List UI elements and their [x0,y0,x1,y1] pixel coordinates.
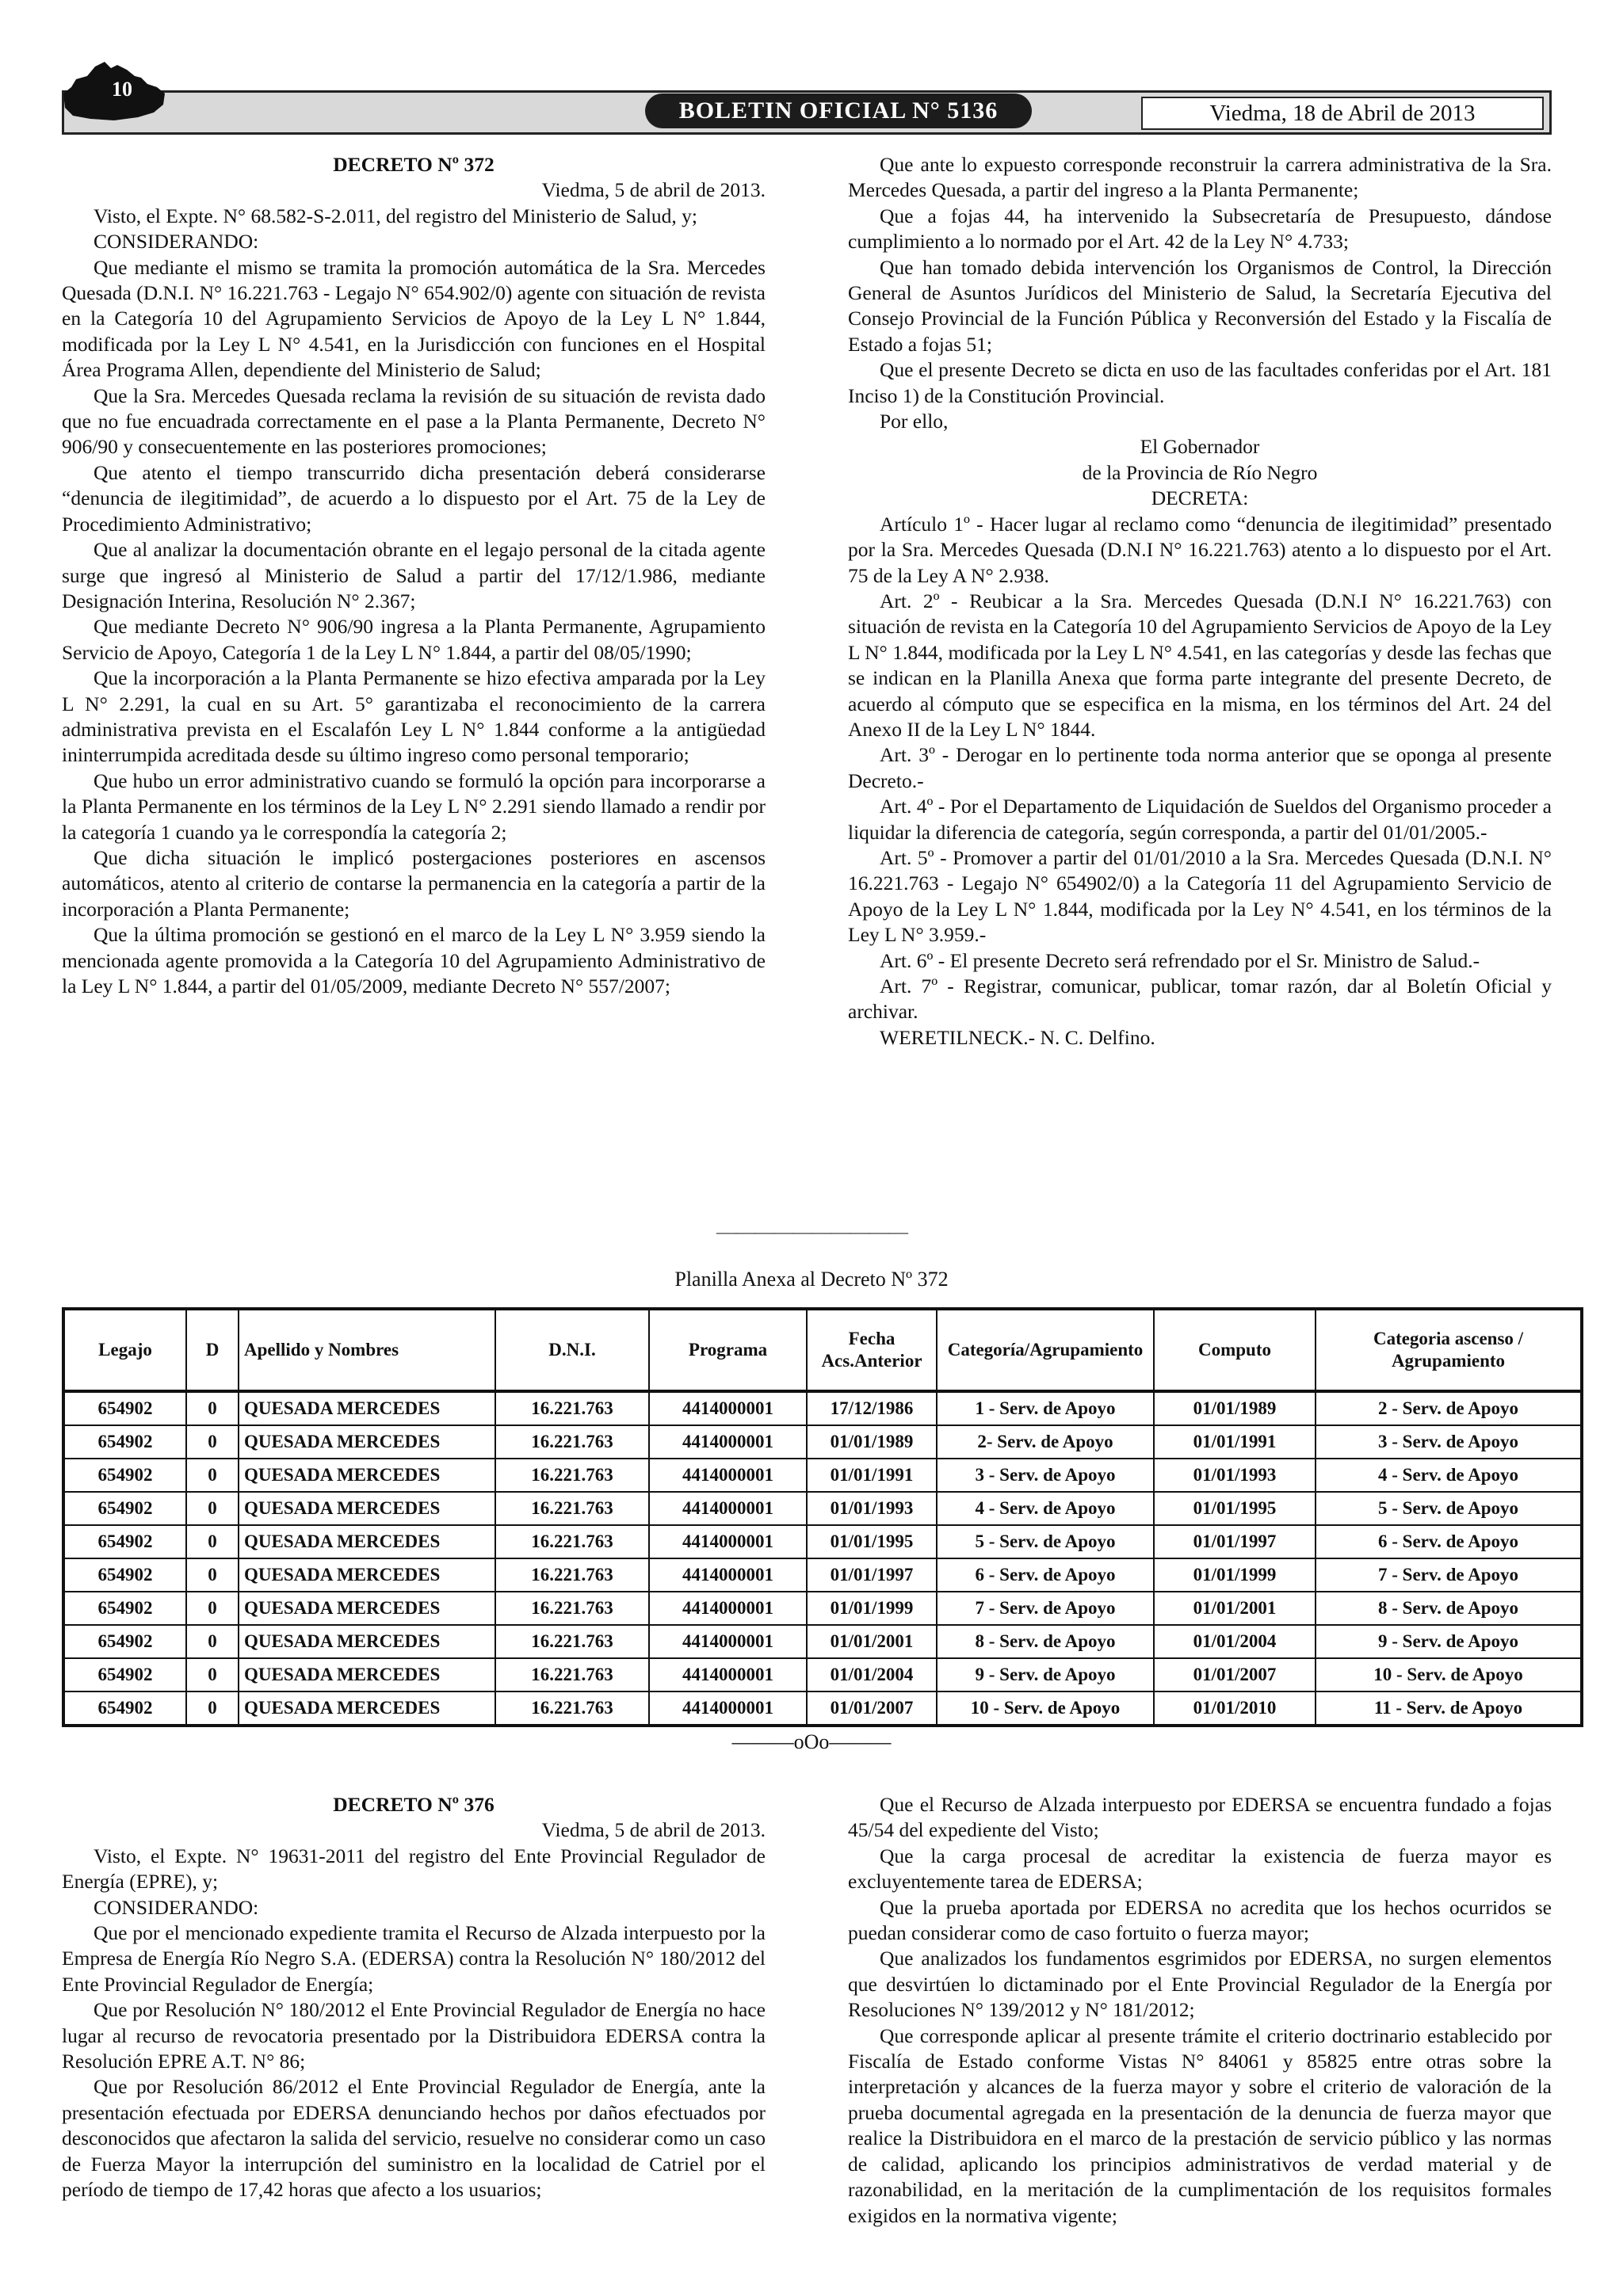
paragraph: Que por Resolución 86/2012 el Ente Provincial Regulador de Energía, ante la presentación efectuada por EDERSA denunciando hechos por daños efectuados por desconocidos que afectaron la salida del servicio, resuelve no considerar como un caso de Fuerza Mayor la interrupción del suministro en la localidad de Catriel por el período de tiempo de 17,42 horas que afecto a los usuarios; [62,2075,766,2202]
table-cell: QUESADA MERCEDES [239,1525,495,1558]
table-row [63,1625,1582,1658]
table-cell: 654902 [63,1525,186,1558]
table-cell: 11 - Serv. de Apoyo [1316,1691,1582,1726]
table-cell: 0 [186,1592,239,1625]
table-cell: 6 - Serv. de Apoyo [937,1558,1154,1592]
table-cell: 01/01/1993 [807,1492,937,1525]
table-cell: 654902 [63,1592,186,1625]
paragraph: Que corresponde aplicar al presente trámite el criterio doctrinario establecido por Fiscalía de Estado conforme Vistas N° 84061 y 85825 entre otras sobre la interpretación y alcances de la fuerza mayor y sobre el criterio de valoración de la prueba documental agregada en la presentación de la denuncia de fuerza mayor que realice la Distribuidora en el marco de la prestación de servicio público y las normas de calidad, aplicando los principios administrativos de verdad material y de razonabilidad, en la meritación de la cumplimentación de los requisitos formales exigidos en la normativa vigente; [848,2023,1552,2227]
table-row [63,1492,1582,1525]
page-number: 10 [112,78,132,101]
table-cell: 654902 [63,1425,186,1459]
header-date: Viedma, 18 de Abril de 2013 [1141,97,1544,130]
table-cell: 0 [186,1558,239,1592]
decreto-372-title: DECRETO Nº 372 [333,153,495,176]
table-cell: 4 - Serv. de Apoyo [937,1492,1154,1525]
table-cell: 9 - Serv. de Apoyo [937,1658,1154,1691]
end-mark: ———oOo——— [731,1730,892,1753]
table-cell: 654902 [63,1391,186,1425]
table-cell: QUESADA MERCEDES [239,1625,495,1658]
table-cell: QUESADA MERCEDES [239,1691,495,1726]
table-cell: 3 - Serv. de Apoyo [1316,1425,1582,1459]
table-cell: 01/01/1997 [1154,1525,1316,1558]
table-cell: 8 - Serv. de Apoyo [1316,1592,1582,1625]
table-cell: 0 [186,1625,239,1658]
paragraph: Que mediante Decreto N° 906/90 ingresa a la Planta Permanente, Agrupamiento Servicio de Apoyo, Categoría 1 de la Ley L N° 1.844, a partir del 08/05/1990; [62,615,766,664]
table-cell: 4414000001 [649,1525,807,1558]
table-cell: 16.221.763 [495,1425,649,1459]
table-cell: 4414000001 [649,1691,807,1726]
column-header: Computo [1154,1309,1316,1391]
article: Art. 2º - Reubicar a la Sra. Mercedes Quesada (D.N.I N° 16.221.763) con situación de revista en la Categoría 10 del Agrupamiento Servicios de Apoyo de la Ley L N° 1.844, modificada por la Ley L N° 4.541, en las categorías y desde las fechas que se indican en la Planilla Anexa que forma parte integrante del presente Decreto, de acuerdo al cómputo que se especifica en la misma, en los términos del Art. 24 del Anexo II de la Ley L N° 1844. [848,589,1552,741]
decreto-372-right-column [848,152,1552,1051]
page-header [62,78,1552,138]
table-cell: 2- Serv. de Apoyo [937,1425,1154,1459]
paragraph: Visto, el Expte. N° 19631-2011 del registro del Ente Provincial Regulador de Energía (EPRE), y; [62,1844,766,1894]
gobernador-line: de la Provincia de Río Negro [1082,460,1318,484]
table-cell: 01/01/1995 [807,1525,937,1558]
paragraph: Que mediante el mismo se tramita la promoción automática de la Sra. Mercedes Quesada (D.N.I. N° 16.221.763 - Legajo N° 654.902/0) agente con situación de revista en la Categoría 10 del Agrupamiento Servicios de Apoyo de la Ley L N° 1.844, modificada por la Ley L N° 4.541, en la Jurisdicción con funciones en el Hospital Área Programa Allen, dependiente del Ministerio de Salud; [62,255,766,382]
table-cell: 0 [186,1425,239,1459]
paragraph: Que hubo un error administrativo cuando se formuló la opción para incorporarse a la Planta Permanente en los términos de la Ley L N° 2.291 siendo llamado a rendir por la categoría 1 cuando ya le correspondía la categoría 2; [62,769,766,844]
paragraph: Que al analizar la documentación obrante en el legajo personal de la citada agente surge que ingresó al Ministerio de Salud a partir del 17/12/1.986, mediante Designación Interina, Resolución N° 2.367; [62,538,766,612]
paragraph: CONSIDERANDO: [94,1895,259,1919]
column-header: Categoria ascenso / Agrupamiento [1316,1309,1582,1391]
column-header: Apellido y Nombres [239,1309,495,1391]
table-cell: 01/01/2001 [1154,1592,1316,1625]
table-cell: QUESADA MERCEDES [239,1558,495,1592]
paragraph: Que el Recurso de Alzada interpuesto por EDERSA se encuentra fundado a fojas 45/54 del expediente del Visto; [848,1793,1552,1842]
table-cell: 4414000001 [649,1391,807,1425]
table-header-row [63,1309,1582,1391]
table-row [63,1391,1582,1425]
planilla-anexa-table [62,1307,1583,1727]
table-cell: 4414000001 [649,1425,807,1459]
paragraph: Que por el mencionado expediente tramita el Recurso de Alzada interpuesto por la Empresa de Energía Río Negro S.A. (EDERSA) contra la Resolución N° 180/2012 del Ente Provincial Regulador de Energía; [62,1921,766,1996]
column-header: D [186,1309,239,1391]
table-cell: 01/01/1991 [1154,1425,1316,1459]
table-cell: 16.221.763 [495,1625,649,1658]
table-cell: 4414000001 [649,1625,807,1658]
table-cell: 16.221.763 [495,1492,649,1525]
table-row [63,1558,1582,1592]
table-cell: 4414000001 [649,1592,807,1625]
table-cell: 16.221.763 [495,1391,649,1425]
table-cell: 01/01/2004 [807,1658,937,1691]
table-cell: 16.221.763 [495,1525,649,1558]
table-cell: 0 [186,1492,239,1525]
paragraph: Que dicha situación le implicó postergaciones posteriores en ascensos automáticos, atento al criterio de contarse la permanencia en la categoría a partir de la incorporación a Planta Permanente; [62,845,766,921]
table-cell: 17/12/1986 [807,1391,937,1425]
paragraph: Que la última promoción se gestionó en el marco de la Ley L N° 3.959 siendo la mencionada agente promovida a la Categoría 10 del Agrupamiento Administrativo de la Ley L N° 1.844, a partir del 01/05/2009, mediante Decreto N° 557/2007; [62,923,766,997]
paragraph: Que ante lo expuesto corresponde reconstruir la carrera administrativa de la Sra. Mercedes Quesada, a partir del ingreso a la Planta Permanente; [848,153,1552,202]
table-cell: 2 - Serv. de Apoyo [1316,1391,1582,1425]
paragraph: Que la Sra. Mercedes Quesada reclama la revisión de su situación de revista dado que no fue encuadrada correctamente en el pase a la Planta Permanente, Decreto N° 906/90 y consecuentemente en las posteriores promociones; [62,383,766,459]
paragraph: Que a fojas 44, ha intervenido la Subsecretaría de Presupuesto, dándose cumplimiento a lo normado por el Art. 42 de la Ley N° 4.733; [848,204,1552,254]
table-cell: 0 [186,1459,239,1492]
paragraph: Que la carga procesal de acreditar la existencia de fuerza mayor es excluyentemente tarea de EDERSA; [848,1844,1552,1894]
decreto-372-left-column [62,152,766,999]
gobernador-line: El Gobernador [1140,435,1260,459]
table-cell: 4 - Serv. de Apoyo [1316,1459,1582,1492]
column-header: Categoría/Agrupamiento [937,1309,1154,1391]
table-cell: QUESADA MERCEDES [239,1658,495,1691]
signature: WERETILNECK.- N. C. Delfino. [880,1025,1155,1049]
table-row [63,1525,1582,1558]
table-cell: 16.221.763 [495,1592,649,1625]
paragraph: Visto, el Expte. N° 68.582-S-2.011, del registro del Ministerio de Salud, y; [94,204,697,227]
table-cell: 0 [186,1391,239,1425]
publication-title: BOLETIN OFICIAL N° 5136 [645,93,1032,128]
table-cell: 8 - Serv. de Apoyo [937,1625,1154,1658]
table-cell: 01/01/1999 [1154,1558,1316,1592]
paragraph: Que atento el tiempo transcurrido dicha presentación deberá considerarse “denuncia de ilegitimidad”, de acuerdo a lo dispuesto por el Art. 75 de la Ley de Procedimiento Administrativo; [62,460,766,536]
column-header: Programa [649,1309,807,1391]
table-cell: 0 [186,1658,239,1691]
table-row [63,1592,1582,1625]
table-cell: 3 - Serv. de Apoyo [937,1459,1154,1492]
table-row [63,1691,1582,1726]
table-cell: 5 - Serv. de Apoyo [1316,1492,1582,1525]
article: Art. 4º - Por el Departamento de Liquidación de Sueldos del Organismo proceder a liquidar la diferencia de categoría, según corresponda, a partir del 01/01/2005.- [848,795,1552,844]
paragraph: Por ello, [880,410,949,433]
table-row [63,1658,1582,1691]
table-cell: 7 - Serv. de Apoyo [937,1592,1154,1625]
table-cell: 10 - Serv. de Apoyo [1316,1658,1582,1691]
table-cell: 01/01/1991 [807,1459,937,1492]
table-cell: 4414000001 [649,1558,807,1592]
table-cell: 16.221.763 [495,1459,649,1492]
table-cell: 01/01/2007 [1154,1658,1316,1691]
table-cell: 6 - Serv. de Apoyo [1316,1525,1582,1558]
article: Art. 6º - El presente Decreto será refrendado por el Sr. Ministro de Salud.- [880,948,1480,972]
table-cell: 5 - Serv. de Apoyo [937,1525,1154,1558]
table-row [63,1425,1582,1459]
column-header: Legajo [63,1309,186,1391]
decreto-372-date: Viedma, 5 de abril de 2013. [541,178,766,202]
table-cell: 4414000001 [649,1459,807,1492]
table-cell: QUESADA MERCEDES [239,1425,495,1459]
table-cell: 01/01/2004 [1154,1625,1316,1658]
table-cell: 654902 [63,1658,186,1691]
table-cell: 654902 [63,1625,186,1658]
table-cell: 01/01/2001 [807,1625,937,1658]
table-cell: 1 - Serv. de Apoyo [937,1391,1154,1425]
paragraph: Que por Resolución N° 180/2012 el Ente Provincial Regulador de Energía no hace lugar al recurso de revocatoria presentado por la Distribuidora EDERSA contra la Resolución EPRE A.T. N° 86; [62,1998,766,2073]
table-cell: 0 [186,1525,239,1558]
table-cell: 16.221.763 [495,1658,649,1691]
table-cell: 4414000001 [649,1658,807,1691]
paragraph: Que la incorporación a la Planta Permanente se hizo efectiva amparada por la Ley L N° 2.291, la cual en su Art. 5° garantizaba el reconocimiento de la carrera administrativa prevista en el Escalafón Ley L N° 1.844 conforme a la antigüedad ininterrumpida acreditada desde su último ingreso como personal temporario; [62,666,766,767]
paragraph: Que analizados los fundamentos esgrimidos por EDERSA, no surgen elementos que desvirtúen lo dictaminado por el Ente Provincial Regulador de la Energía por Resoluciones N° 139/2012 y N° 181/2012; [848,1947,1552,2022]
decreto-376-date: Viedma, 5 de abril de 2013. [541,1818,766,1842]
decreto-376-title: DECRETO Nº 376 [333,1793,495,1816]
table-cell: 654902 [63,1558,186,1592]
table-cell: 4414000001 [649,1492,807,1525]
paragraph: CONSIDERANDO: [94,230,259,254]
table-cell: 9 - Serv. de Apoyo [1316,1625,1582,1658]
table-cell: QUESADA MERCEDES [239,1592,495,1625]
decreta-line: DECRETA: [1151,486,1249,510]
table-cell: 01/01/1997 [807,1558,937,1592]
table-cell: 654902 [63,1691,186,1726]
column-header: D.N.I. [495,1309,649,1391]
section-separator: —————————— [716,1220,907,1243]
table-cell: 654902 [63,1492,186,1525]
paragraph: Que la prueba aportada por EDERSA no acredita que los hechos ocurridos se puedan considerar como de caso fortuito o fuerza mayor; [848,1895,1552,1945]
table-cell: QUESADA MERCEDES [239,1391,495,1425]
decreto-376-right-column [848,1792,1552,2229]
table-cell: 7 - Serv. de Apoyo [1316,1558,1582,1592]
article: Art. 5º - Promover a partir del 01/01/2010 a la Sra. Mercedes Quesada (D.N.I. N° 16.221.763 - Legajo N° 654902/0) a la Categoría 11 del Agrupamiento Servicio de Apoyo de la Ley L N° 1.844, modificada por la Ley N° 4.541, en los términos de la Ley L N° 3.959.- [848,845,1552,947]
table-cell: 01/01/1989 [807,1425,937,1459]
table-cell: 01/01/1995 [1154,1492,1316,1525]
table-row [63,1459,1582,1492]
planilla-caption: Planilla Anexa al Decreto Nº 372 [674,1268,949,1291]
table-cell: 01/01/1989 [1154,1391,1316,1425]
table-cell: 01/01/2007 [807,1691,937,1726]
article: Artículo 1º - Hacer lugar al reclamo como “denuncia de ilegitimidad” presentado por la Sra. Mercedes Quesada (D.N.I N° 16.221.763) atento a lo dispuesto por el Art. 75 de la Ley A N° 2.938. [848,512,1552,587]
article: Art. 7º - Registrar, comunicar, publicar, tomar razón, dar al Boletín Oficial y archivar. [848,974,1552,1024]
column-header: Fecha Acs.Anterior [807,1309,937,1391]
paragraph: Que han tomado debida intervención los Organismos de Control, la Dirección General de Asuntos Jurídicos del Ministerio de Salud, la Secretaría Ejecutiva del Consejo Provincial de la Función Pública y Reconversión del Estado y la Fiscalía de Estado a fojas 51; [848,255,1552,356]
table-cell: 654902 [63,1459,186,1492]
table-cell: 16.221.763 [495,1558,649,1592]
table-cell: 0 [186,1691,239,1726]
table-cell: 01/01/2010 [1154,1691,1316,1726]
table-cell: QUESADA MERCEDES [239,1492,495,1525]
paragraph: Que el presente Decreto se dicta en uso de las facultades conferidas por el Art. 181 Inciso 1) de la Constitución Provincial. [848,358,1552,407]
table-cell: 10 - Serv. de Apoyo [937,1691,1154,1726]
table-cell: 16.221.763 [495,1691,649,1726]
table-cell: 01/01/1999 [807,1592,937,1625]
decreto-376-left-column [62,1792,766,2203]
table-cell: QUESADA MERCEDES [239,1459,495,1492]
table-cell: 01/01/1993 [1154,1459,1316,1492]
article: Art. 3º - Derogar en lo pertinente toda norma anterior que se oponga al presente Decreto.- [848,743,1552,792]
